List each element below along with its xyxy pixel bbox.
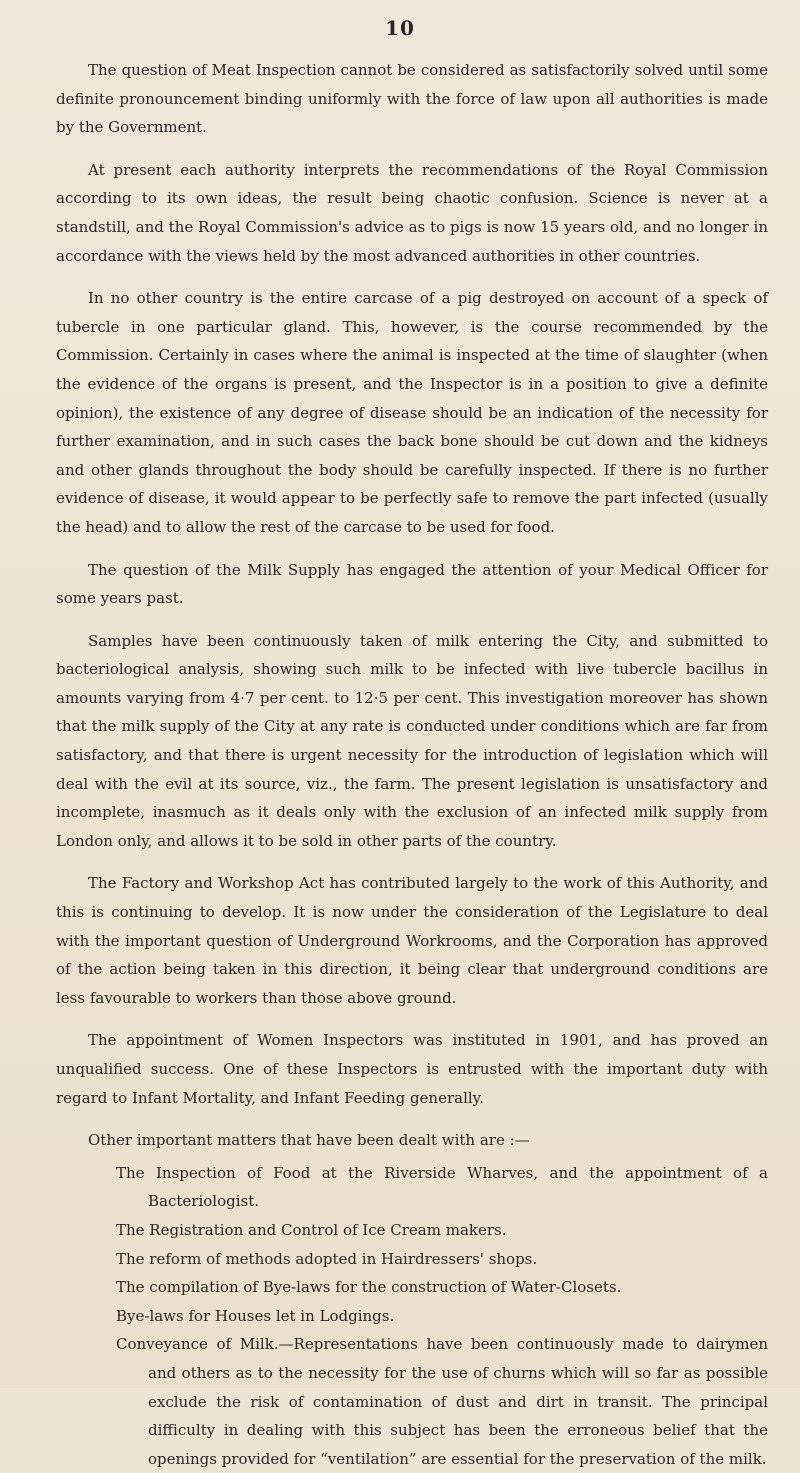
list-intro: Other important matters that have been dealt with are :—	[88, 1131, 530, 1150]
paragraph-meat-inspection: The question of Meat Inspection cannot be considered as satisfactorily solved until some definite pronouncement binding uniformly with the force of law upon all authorities is made by the Government.	[56, 61, 768, 137]
paragraph-milk-samples: Samples have been continuously taken of milk entering the City, and submitted to bacteriological analysis, showing such milk to be infected with live tubercle bacillus in amounts varying from 4·7 per cent. to 12·5 per cent. This investigation moreover has shown that the milk supply of the City at any rate is conducted under conditions which are far from satisfactory, and that there is urgent necessity for the introduction of legislation which will deal with the evil at its source, viz., the farm. The present legislation is unsatisfactory and incomplete, inasmuch as it deals only with the exclusion of an infected milk supply from London only, and allows it to be sold in other parts of the country.	[56, 631, 768, 850]
paragraph-milk-supply: The question of the Milk Supply has engaged the attention of your Medical Officer for some years past.	[56, 560, 768, 608]
paragraph-factory-workshop-act: The Factory and Workshop Act has contributed largely to the work of this Authority, and this is continuing to develop. It is now under the consideration of the Legislature to deal with the important question of Underground Workrooms, and the Corporation has approved of the action being taken in this direction, it being clear that underground conditions are less favourable to workers than those above ground.	[56, 874, 768, 1007]
document-body	[56, 56, 768, 1473]
list-item: Conveyance of Milk.—Representations have been continuously made to dairymen and others as to the necessity for the use of churns which will so far as possible exclude the risk of contamination of dust and dirt in transit. The principal difficulty in dealing with this subject has been the erroneous belief that the openings provided for “ventilation” are essential for the preservation of the milk.	[116, 1335, 768, 1468]
list-item: Bye-laws for Houses let in Lodgings.	[116, 1306, 395, 1325]
list-item: The Inspection of Food at the Riverside Wharves, and the appointment of a Bacteriologist.	[116, 1163, 768, 1211]
list-item: The Registration and Control of Ice Cream makers.	[116, 1220, 507, 1239]
page-number: 10	[385, 16, 415, 40]
paragraph-royal-commission: At present each authority interprets the recommendations of the Royal Commission according to its own ideas, the result being chaotic confusion. Science is never at a standstill, and the Royal Commission's advice as to pigs is now 15 years old, and no longer in accordance with the views held by the most advanced authorities in other countries.	[56, 160, 768, 265]
list-item: The reform of methods adopted in Hairdressers' shops.	[116, 1249, 538, 1268]
matters-list	[56, 1159, 768, 1473]
list-item: The compilation of Bye-laws for the construction of Water-Closets.	[116, 1278, 622, 1297]
paragraph-pig-carcase: In no other country is the entire carcase of a pig destroyed on account of a speck of tubercle in one particular gland. This, however, is the course recommended by the Commission. Certainly in cases where the animal is inspected at the time of slaughter (when the evidence of the organs is present, and the Inspector is in a position to give a definite opinion), the existence of any degree of disease should be an indication of the necessity for further examination, and in such cases the back bone should be cut down and the kidneys and other glands throughout the body should be carefully inspected. If there is no further evidence of disease, it would appear to be perfectly safe to remove the part infected (usually the head) and to allow the rest of the carcase to be used for food.	[56, 289, 768, 536]
paragraph-women-inspectors: The appointment of Women Inspectors was instituted in 1901, and has proved an unqualified success. One of these Inspectors is entrusted with the important duty with regard to Infant Mortality, and Infant Feeding generally.	[56, 1031, 768, 1107]
